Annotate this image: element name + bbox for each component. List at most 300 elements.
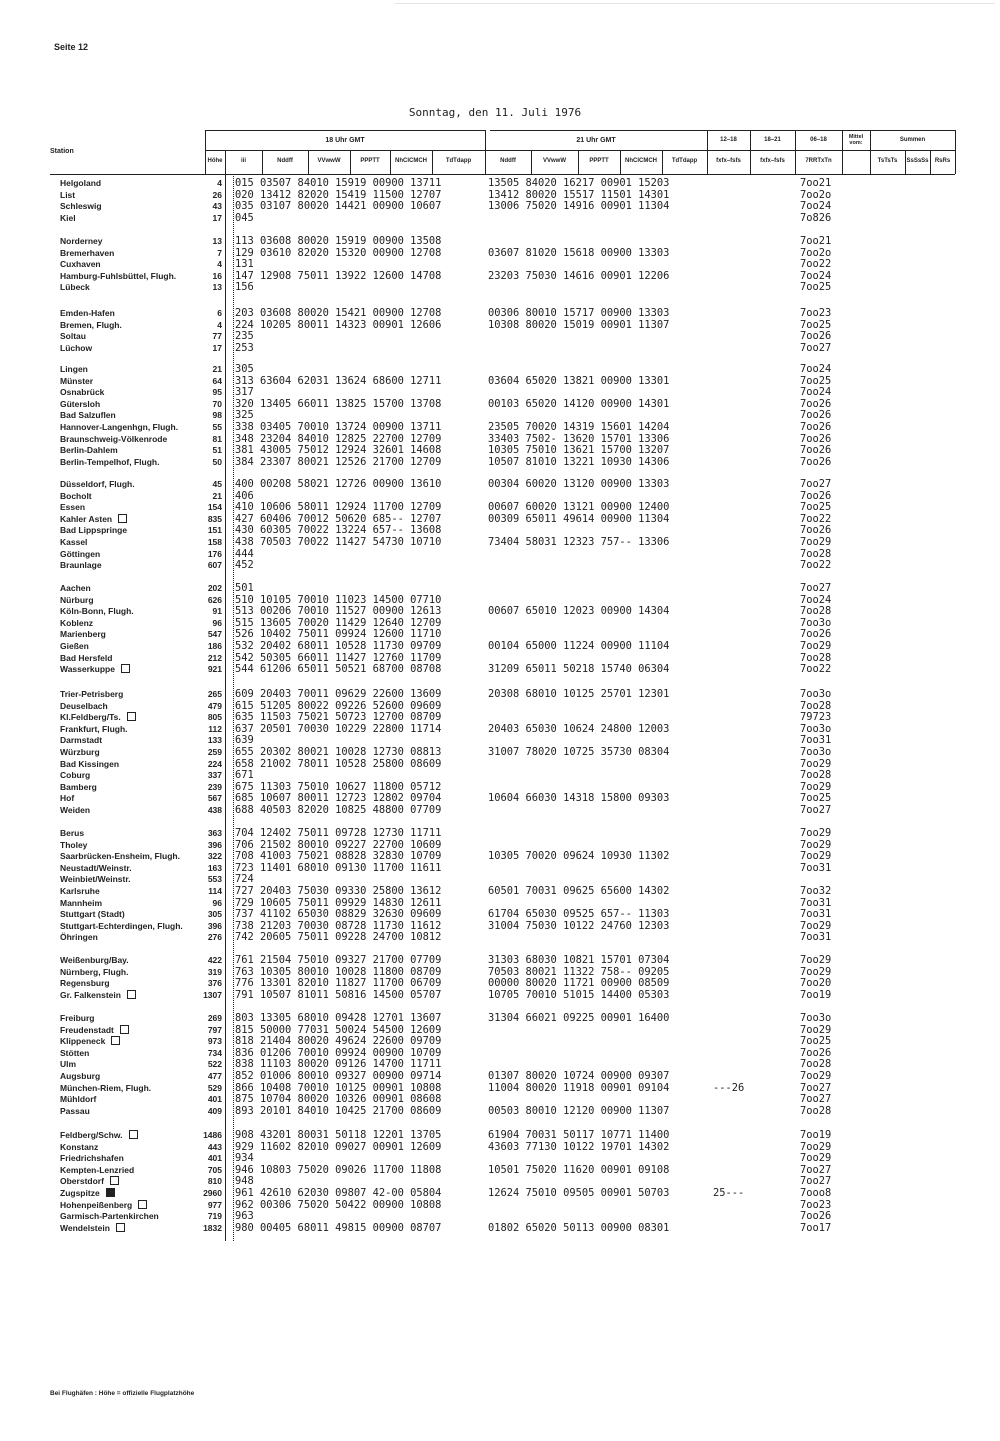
header-ppptt-21: PPPTT — [589, 158, 609, 164]
header-rr: RsRs — [934, 158, 951, 164]
station-height: 376 — [207, 978, 222, 989]
station-name-text: Stuttgart (Stadt) — [60, 909, 125, 920]
station-height: 21 — [212, 490, 222, 501]
obs-18-utc: 655 20302 80021 10028 12730 08813 — [235, 746, 442, 758]
station-height: 112 — [208, 723, 222, 734]
station-name-text: Norderney — [60, 236, 103, 246]
station-name-text: Aachen — [60, 583, 91, 593]
temp-extremes: 7oo28 — [800, 651, 832, 664]
obs-18-utc: 438 70503 70022 11427 54730 10710 — [235, 536, 442, 548]
temp-extremes: 7oo26 — [800, 1210, 832, 1223]
station-height: 212 — [207, 652, 222, 663]
station-name-text: Trier-Petrisberg — [60, 689, 124, 699]
station-name — [60, 549, 200, 560]
station-name-text: Kiel — [60, 212, 76, 223]
temp-extremes: 7oo22 — [800, 663, 832, 676]
station-name-text: Coburg — [60, 770, 91, 781]
station-name — [60, 701, 200, 712]
obs-18-utc: 325 — [235, 409, 254, 422]
temp-extremes: 7oo22 — [800, 512, 832, 525]
header-tdapp-18: TdTdapp — [445, 158, 472, 164]
mountain-station-box-icon — [111, 1036, 120, 1045]
header-nhcl-18: NhClCMCH — [395, 158, 427, 164]
temp-extremes: 7oo28 — [800, 1104, 832, 1117]
obs-18-utc: 317 — [235, 386, 254, 399]
obs-21-utc: 43603 77130 10122 19701 14302 — [488, 1140, 670, 1153]
temp-extremes: 7oo27 — [800, 341, 832, 354]
obs-18-utc: 515 13605 70020 11429 12640 12709 — [235, 616, 442, 629]
station-name — [60, 747, 200, 758]
temp-extremes: 7oo3o — [800, 1012, 832, 1024]
mountain-station-box-icon — [121, 664, 130, 673]
obs-18-utc: 129 03610 82020 15320 00900 12708 — [235, 246, 442, 259]
temp-extremes: 7oo22 — [800, 559, 832, 572]
temp-extremes: 7oo31 — [800, 896, 832, 909]
header-nddff-18: Nddff — [277, 158, 293, 164]
station-name-text: Berlin-Dahlem — [60, 445, 118, 456]
station-name-text: Bad Kissingen — [60, 758, 120, 769]
station-name-text: Berlin-Tempelhof, Flugh. — [60, 456, 160, 467]
station-height: 70 — [212, 398, 222, 409]
station-name-text: Passau — [60, 1105, 90, 1116]
station-name-text: Mühldorf — [60, 1094, 97, 1105]
temp-extremes: 7oo21 — [800, 177, 832, 189]
station-height: 1307 — [203, 989, 222, 1000]
page-number: Seite 12 — [54, 42, 89, 52]
station-height: 363 — [207, 828, 222, 838]
obs-21-utc: 61904 70031 50117 10771 11400 — [488, 1129, 670, 1141]
obs-18-utc: 980 00405 68011 49815 00900 08707 — [235, 1221, 442, 1234]
mountain-station-box-icon — [127, 712, 136, 721]
station-name — [60, 445, 200, 456]
station-height: 4 — [217, 259, 222, 270]
station-name-text: Bremerhaven — [60, 247, 115, 258]
header-group-21: 21 Uhr GMT — [576, 137, 616, 144]
station-name-text: München-Riem, Flugh. — [60, 1082, 152, 1093]
header-mittel: Mittel vom: — [848, 134, 864, 146]
station-name — [60, 491, 200, 502]
temp-extremes: 7oo27 — [800, 478, 832, 490]
obs-21-utc: 31209 65011 50218 15740 06304 — [488, 663, 670, 676]
station-height: 50 — [212, 456, 222, 467]
station-name-text: Deuselbach — [60, 700, 108, 711]
obs-18-utc: 384 23307 80021 12526 21700 12709 — [235, 455, 442, 468]
station-name-text: Osnabrück — [60, 387, 105, 398]
station-name-text: Konstanz — [60, 1141, 99, 1152]
station-name — [60, 1223, 200, 1234]
obs-21-utc: 10308 80020 15019 00901 11307 — [488, 318, 670, 331]
obs-18-utc: 866 10408 70010 10125 00901 10808 — [235, 1081, 442, 1094]
station-height: 224 — [207, 758, 222, 769]
station-name-text: Gießen — [60, 641, 89, 651]
station-name — [60, 1176, 200, 1187]
station-height: 479 — [207, 700, 222, 711]
station-name — [60, 479, 200, 490]
station-name-text: Darmstadt — [60, 735, 103, 746]
obs-18-utc: 320 13405 66011 13825 15700 13708 — [235, 397, 442, 410]
station-name — [60, 1013, 200, 1024]
obs-18-utc: 338 03405 70010 13724 00900 13711 — [235, 421, 442, 433]
station-name-text: Schleswig — [60, 201, 102, 212]
temp-extremes: 7oo29 — [800, 919, 832, 932]
temp-extremes: 7o826 — [800, 211, 832, 224]
station-name — [60, 178, 200, 189]
table-header — [50, 130, 955, 174]
temp-extremes: 7oo23 — [800, 307, 832, 319]
obs-21-utc: 10501 75020 11620 00901 09108 — [488, 1163, 670, 1176]
station-name-text: Wasserkuppe — [60, 664, 115, 675]
station-height: 409 — [207, 1105, 222, 1116]
obs-18-utc: 544 61206 65011 50521 68700 08708 — [235, 663, 442, 676]
temp-extremes: 7oo29 — [800, 1023, 832, 1036]
obs-18-utc: 776 13301 82010 11827 11700 06709 — [235, 977, 442, 990]
station-height: 96 — [212, 617, 222, 628]
station-name — [60, 236, 200, 247]
obs-18-utc: 742 20605 75011 09228 24700 10812 — [235, 931, 442, 944]
temp-extremes: 7oo27 — [800, 1163, 832, 1176]
obs-21-utc: 20403 65030 10624 24800 12003 — [488, 722, 670, 735]
station-name — [60, 457, 200, 468]
station-height: 13 — [212, 236, 222, 246]
station-name-text: Weiden — [60, 805, 91, 815]
station-height: 607 — [207, 560, 222, 571]
station-name-text: Freudenstadt — [60, 1024, 114, 1035]
station-height: 21 — [212, 364, 222, 374]
station-height: 529 — [207, 1082, 222, 1093]
station-height: 719 — [207, 1211, 222, 1222]
station-height: 114 — [208, 886, 222, 896]
obs-18-utc: 513 00206 70010 11527 00900 12613 — [235, 605, 442, 618]
temp-extremes: 7oo25 — [800, 281, 832, 294]
temp-extremes: 7oo27 — [800, 1175, 832, 1188]
station-name-text: Hannover-Langenhgn, Flugh. — [60, 422, 179, 432]
station-name-text: Augsburg — [60, 1071, 101, 1081]
station-name-text: Essen — [60, 502, 86, 513]
header-nddff-21: Nddff — [500, 158, 516, 164]
station-name — [60, 689, 200, 700]
date-title-text: Sonntag, den 11. Juli 1976 — [408, 106, 582, 119]
temp-extremes: 7oo29 — [800, 850, 832, 863]
obs-21-utc: 60501 70031 09625 65600 14302 — [488, 885, 670, 897]
obs-18-utc: 763 10305 80010 10028 11800 08709 — [235, 965, 442, 978]
station-name — [60, 1165, 200, 1176]
station-height: 734 — [207, 1047, 222, 1058]
obs-21-utc: 03607 81020 15618 00900 13303 — [488, 246, 670, 259]
station-height: 443 — [207, 1141, 222, 1152]
temp-extremes: 7oo3o — [800, 616, 832, 629]
station-height: 43 — [212, 201, 222, 212]
obs-21-utc: 00103 65020 14120 00900 14301 — [488, 397, 670, 410]
obs-21-utc: 23505 70020 14319 15601 14204 — [488, 421, 670, 433]
station-name — [60, 399, 200, 410]
obs-21-utc: 13006 75020 14916 00901 11304 — [488, 200, 670, 213]
station-name-text: Friedrichshafen — [60, 1153, 124, 1164]
station-name — [60, 343, 200, 354]
station-height: 1832 — [203, 1222, 222, 1233]
obs-21-utc: 00607 65010 12023 00900 14304 — [488, 605, 670, 618]
station-height: 176 — [207, 548, 222, 559]
station-height: 438 — [207, 805, 222, 815]
station-name — [60, 1059, 200, 1070]
station-height: 977 — [207, 1199, 222, 1210]
obs-18-utc: 658 21002 78011 10528 25800 08609 — [235, 757, 442, 770]
station-height: 401 — [207, 1153, 222, 1164]
mountain-station-box-icon — [129, 1130, 138, 1139]
header-tdapp-21: TdTdapp — [671, 158, 698, 164]
temp-extremes: 7oo19 — [800, 988, 832, 1001]
station-name — [60, 828, 200, 839]
header-f18-21: fxfx–fsfs — [760, 158, 785, 164]
obs-18-utc: 685 10607 80011 12723 12802 09704 — [235, 792, 442, 805]
temp-extremes: 79723 — [800, 711, 832, 724]
obs-18-utc: 708 41003 75021 08828 32830 10709 — [235, 850, 442, 863]
station-name-text: Weinbiet/Weinstr. — [60, 874, 131, 885]
station-name-text: Marienberg — [60, 629, 106, 640]
obs-18-utc: 427 60406 70012 50620 685-- 12707 — [235, 512, 442, 525]
obs-21-utc: 23203 75030 14616 00901 12206 — [488, 269, 670, 282]
obs-18-utc: 235 — [235, 330, 254, 343]
temp-extremes: 7oo26 — [800, 489, 832, 502]
station-name — [60, 932, 200, 943]
obs-18-utc: 224 10205 80011 14323 00901 12606 — [235, 318, 442, 331]
obs-18-utc: 675 11303 75010 10627 11800 05712 — [235, 780, 442, 793]
station-name — [60, 863, 200, 874]
temp-extremes: 7oo29 — [800, 827, 832, 839]
header-height: Höhe — [207, 158, 223, 164]
obs-18-utc: 410 10606 58011 12924 11700 12709 — [235, 501, 442, 514]
obs-18-utc: 147 12908 75011 13922 12600 14708 — [235, 269, 442, 282]
station-name — [60, 387, 200, 398]
station-height: 973 — [207, 1036, 222, 1047]
station-name — [60, 1106, 200, 1117]
temp-extremes: 7oo2o — [800, 246, 832, 259]
station-name-text: Lingen — [60, 364, 88, 374]
station-name — [60, 271, 200, 282]
obs-18-utc: 815 50000 77031 50024 54500 12609 — [235, 1023, 442, 1036]
obs-21-utc: 10705 70010 51015 14400 05303 — [488, 988, 670, 1001]
obs-18-utc: 156 — [235, 281, 254, 294]
temp-extremes: 7oo29 — [800, 757, 832, 770]
station-name-text: Nürburg — [60, 594, 94, 605]
station-height: 705 — [207, 1164, 222, 1175]
station-name — [60, 560, 200, 571]
temp-extremes: 7oo19 — [800, 1129, 832, 1141]
station-name-text: Lübeck — [60, 282, 90, 293]
header-06-18: 06–18 — [810, 137, 827, 143]
obs-21-utc: 10507 81010 13221 10930 14306 — [488, 455, 670, 468]
temp-extremes: 7oo26 — [800, 1046, 832, 1059]
station-name — [60, 921, 200, 932]
obs-18-utc: 526 10402 75011 09924 12600 11710 — [235, 628, 442, 641]
station-name-text: Nürnberg, Flugh. — [60, 966, 129, 977]
station-name — [60, 1188, 200, 1199]
station-height: 567 — [207, 793, 222, 804]
obs-18-utc: 253 — [235, 341, 254, 354]
station-name — [60, 583, 200, 594]
temp-extremes: 7oo28 — [800, 547, 832, 560]
obs-18-utc: 510 10105 70010 11023 14500 07710 — [235, 593, 442, 606]
station-height: 202 — [207, 583, 222, 593]
station-name — [60, 909, 200, 920]
station-name-text: Emden-Hafen — [60, 308, 115, 318]
station-name — [60, 1094, 200, 1105]
station-name-text: Karlsruhe — [60, 886, 100, 896]
station-height: 396 — [207, 839, 222, 850]
station-name-text: Gr. Falkenstein — [60, 989, 121, 1000]
station-height: 81 — [212, 433, 222, 444]
obs-21-utc: 10305 75010 13621 15700 13207 — [488, 444, 670, 457]
obs-21-utc: 10305 70020 09624 10930 11302 — [488, 850, 670, 863]
header-12-18: 12–18 — [720, 137, 737, 143]
obs-18-utc: 381 43005 75012 12924 32601 14608 — [235, 444, 442, 457]
station-name-text: Freiburg — [60, 1013, 95, 1023]
station-height: 95 — [212, 387, 222, 398]
obs-18-utc: 961 42610 62030 09807 42-00 05804 — [235, 1187, 442, 1199]
station-name-text: Würzburg — [60, 747, 100, 757]
obs-21-utc: 13412 80020 15517 11501 14301 — [488, 188, 670, 201]
obs-18-utc: 706 21502 80010 09227 22700 10609 — [235, 838, 442, 851]
header-ts: TsTsTs — [877, 158, 898, 164]
temp-extremes: 7oo24 — [800, 363, 832, 375]
station-height: 77 — [212, 331, 222, 342]
mountain-station-box-icon — [138, 1200, 147, 1209]
station-height: 269 — [207, 1013, 222, 1023]
station-name — [60, 190, 200, 201]
obs-21-utc: 31303 68030 10821 15701 07304 — [488, 954, 670, 966]
temp-extremes: 7oo29 — [800, 838, 832, 851]
station-height: 921 — [207, 664, 222, 675]
height-column-rule — [225, 174, 226, 1241]
station-name-text: Weißenburg/Bay. — [60, 955, 129, 965]
obs-21-utc: 20308 68010 10125 25701 12301 — [488, 688, 670, 700]
obs-21-utc: 00503 80010 12120 00900 11307 — [488, 1104, 670, 1117]
temp-extremes: 7oo26 — [800, 421, 832, 433]
footnote: Bei Flughäfen : Höhe = offizielle Flugplatzhöhe — [50, 1390, 195, 1397]
temp-extremes: 7oo29 — [800, 1140, 832, 1153]
station-name — [60, 967, 200, 978]
station-name — [60, 595, 200, 606]
obs-18-utc: 946 10803 75020 09026 11700 11808 — [235, 1163, 442, 1176]
station-name-text: Kempten-Lenzried — [60, 1164, 135, 1175]
obs-18-utc: 727 20403 75030 09330 25800 13612 — [235, 885, 442, 897]
obs-21-utc: 00304 60020 13120 00900 13303 — [488, 478, 670, 490]
temp-extremes: 7oo26 — [800, 524, 832, 537]
station-name — [60, 886, 200, 897]
temp-extremes: 7oo32 — [800, 885, 832, 897]
station-name — [60, 434, 200, 445]
station-name — [60, 410, 200, 421]
station-name — [60, 629, 200, 640]
temp-extremes: 7oo29 — [800, 965, 832, 978]
header-ppptt-18: PPPTT — [360, 158, 380, 164]
station-height: 265 — [207, 689, 222, 699]
obs-21-utc: 03604 65020 13821 00900 13301 — [488, 374, 670, 387]
station-height: 553 — [207, 874, 222, 885]
station-height: 45 — [212, 479, 222, 489]
temp-extremes: 7oo28 — [800, 1058, 832, 1071]
station-height: 259 — [207, 747, 222, 757]
station-name-text: Feldberg/Schw. — [60, 1130, 123, 1140]
station-name — [60, 735, 200, 746]
station-name — [60, 1083, 200, 1094]
obs-21-utc: 13505 84020 16217 00901 15203 — [488, 177, 670, 189]
station-name — [60, 1142, 200, 1153]
header-summen: Summen — [899, 137, 926, 143]
temp-extremes: 7oo25 — [800, 1035, 832, 1048]
obs-18-utc: 542 50305 66011 11427 12760 11709 — [235, 651, 442, 664]
station-name — [60, 1153, 200, 1164]
station-name — [60, 213, 200, 224]
obs-18-utc: 948 — [235, 1175, 254, 1188]
station-name-text: Cuxhaven — [60, 259, 101, 270]
station-height: 477 — [207, 1071, 222, 1081]
obs-18-utc: 818 21404 80020 49624 22600 09709 — [235, 1035, 442, 1048]
station-name — [60, 1071, 200, 1082]
obs-21-utc: 00104 65000 11224 00900 11104 — [488, 640, 670, 652]
station-height: 154 — [207, 502, 222, 513]
station-name — [60, 618, 200, 629]
obs-21-utc: 12624 75010 09505 00901 50703 — [488, 1187, 670, 1199]
mountain-station-box-icon — [110, 1176, 119, 1185]
station-name — [60, 1130, 200, 1141]
station-name — [60, 990, 200, 1001]
header-iii: iii — [240, 158, 246, 164]
station-height: 4 — [217, 319, 222, 330]
temp-extremes: 7oo31 — [800, 931, 832, 944]
header-station: Station — [50, 148, 74, 155]
obs-21-utc: 11004 80020 11918 00901 09104 — [488, 1081, 670, 1094]
obs-21-utc: 00309 65011 49614 00900 11304 — [488, 512, 670, 525]
station-height: 319 — [207, 966, 222, 977]
station-name — [60, 248, 200, 259]
temp-extremes: 7oo26 — [800, 397, 832, 410]
obs-18-utc: 791 10507 81011 50816 14500 05707 — [235, 988, 442, 1001]
station-name — [60, 851, 200, 862]
obs-18-utc: 737 41102 65030 08829 32630 09609 — [235, 908, 442, 921]
temp-extremes: 7oo27 — [800, 1093, 832, 1106]
temp-extremes: 7oo28 — [800, 699, 832, 712]
station-name — [60, 770, 200, 781]
temp-extremes: 7ooo8 — [800, 1187, 832, 1199]
station-name-text: Öhringen — [60, 932, 98, 943]
station-name — [60, 712, 200, 723]
station-name-text: Düsseldorf, Flugh. — [60, 479, 135, 489]
station-name — [60, 724, 200, 735]
obs-18-utc: 430 60305 70022 13224 657-- 13608 — [235, 524, 442, 537]
temp-extremes: 7oo29 — [800, 954, 832, 966]
temp-extremes: 7oo29 — [800, 1152, 832, 1165]
obs-18-utc: 738 21203 70030 08728 11730 11612 — [235, 919, 442, 932]
obs-18-utc: 908 43201 80031 50118 12201 13705 — [235, 1129, 442, 1141]
station-name-text: Göttingen — [60, 548, 101, 559]
temp-extremes: 7oo31 — [800, 908, 832, 921]
obs-18-utc: 803 13305 68010 09428 12701 13607 — [235, 1012, 442, 1024]
station-height: 1486 — [203, 1130, 222, 1140]
station-height: 547 — [207, 629, 222, 640]
station-name-text: Bad Salzuflen — [60, 410, 116, 421]
obs-18-utc: 313 63604 62031 13624 68600 12711 — [235, 374, 442, 387]
obs-18-utc: 875 10704 80020 10326 00901 08608 — [235, 1093, 442, 1106]
station-name-text: Garmisch-Partenkirchen — [60, 1211, 159, 1222]
temp-extremes: 7oo2o — [800, 188, 832, 201]
station-name-text: Hof — [60, 793, 75, 804]
temp-extremes: 7oo23 — [800, 1198, 832, 1211]
station-name — [60, 320, 200, 331]
station-name — [60, 1036, 200, 1047]
temp-extremes: 7oo29 — [800, 536, 832, 548]
station-height: 17 — [212, 212, 222, 223]
temp-extremes: 7oo26 — [800, 455, 832, 468]
